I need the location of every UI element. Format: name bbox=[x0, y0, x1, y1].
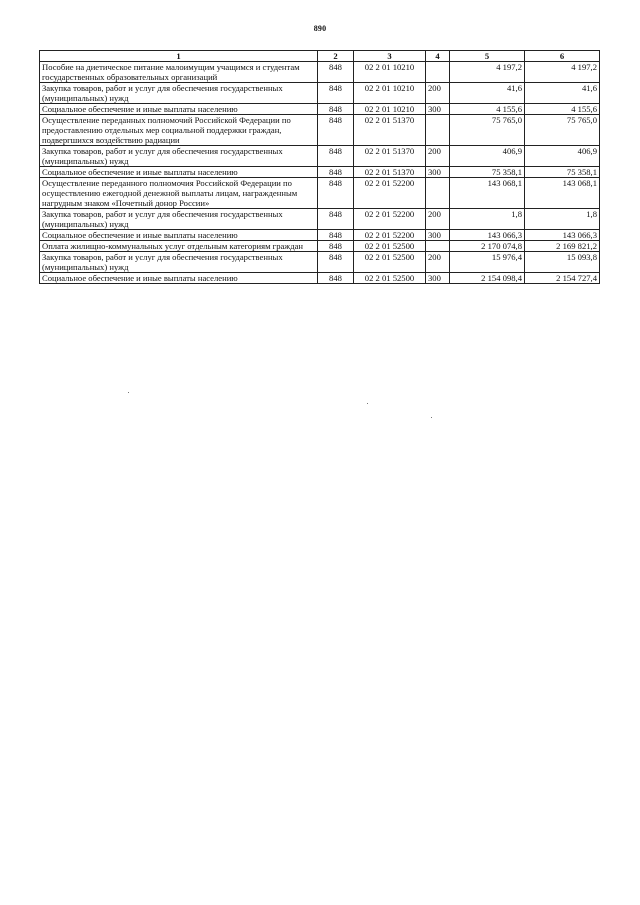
row-expense-type: 300 bbox=[426, 104, 450, 115]
row-amount-1: 4 197,2 bbox=[450, 62, 525, 83]
row-amount-1: 143 068,1 bbox=[450, 178, 525, 209]
row-amount-2: 75 765,0 bbox=[525, 115, 600, 146]
row-amount-1: 1,8 bbox=[450, 209, 525, 230]
table-row bbox=[40, 252, 600, 273]
budget-table bbox=[39, 50, 600, 284]
row-amount-1: 406,9 bbox=[450, 146, 525, 167]
row-amount-1: 2 170 074,8 bbox=[450, 241, 525, 252]
row-amount-1: 41,6 bbox=[450, 83, 525, 104]
row-department-code: 848 bbox=[318, 230, 354, 241]
table-row bbox=[40, 273, 600, 284]
row-name: Социальное обеспечение и иные выплаты населению bbox=[40, 230, 318, 241]
row-target-code: 02 2 01 52500 bbox=[354, 241, 426, 252]
row-department-code: 848 bbox=[318, 104, 354, 115]
row-target-code: 02 2 01 10210 bbox=[354, 62, 426, 83]
scan-speck bbox=[128, 392, 129, 393]
row-expense-type: 300 bbox=[426, 167, 450, 178]
row-amount-2: 2 154 727,4 bbox=[525, 273, 600, 284]
table-row bbox=[40, 230, 600, 241]
row-amount-2: 41,6 bbox=[525, 83, 600, 104]
row-amount-1: 143 066,3 bbox=[450, 230, 525, 241]
table-header-row bbox=[40, 51, 600, 62]
row-target-code: 02 2 01 51370 bbox=[354, 146, 426, 167]
row-amount-2: 406,9 bbox=[525, 146, 600, 167]
column-header: 5 bbox=[450, 51, 525, 62]
row-amount-2: 15 093,8 bbox=[525, 252, 600, 273]
table-row bbox=[40, 115, 600, 146]
row-department-code: 848 bbox=[318, 146, 354, 167]
table-row bbox=[40, 146, 600, 167]
row-name: Оплата жилищно-коммунальных услуг отдельным категориям граждан bbox=[40, 241, 318, 252]
row-target-code: 02 2 01 52200 bbox=[354, 178, 426, 209]
row-department-code: 848 bbox=[318, 241, 354, 252]
row-target-code: 02 2 01 51370 bbox=[354, 167, 426, 178]
row-name: Закупка товаров, работ и услуг для обеспечения государственных (муниципальных) нужд bbox=[40, 252, 318, 273]
row-amount-2: 143 066,3 bbox=[525, 230, 600, 241]
row-amount-2: 75 358,1 bbox=[525, 167, 600, 178]
row-target-code: 02 2 01 10210 bbox=[354, 83, 426, 104]
table-row bbox=[40, 241, 600, 252]
row-name: Социальное обеспечение и иные выплаты населению bbox=[40, 273, 318, 284]
table-row bbox=[40, 104, 600, 115]
row-amount-1: 75 765,0 bbox=[450, 115, 525, 146]
row-expense-type: 200 bbox=[426, 252, 450, 273]
row-name: Социальное обеспечение и иные выплаты населению bbox=[40, 104, 318, 115]
page-number: 890 bbox=[313, 24, 327, 33]
column-header: 6 bbox=[525, 51, 600, 62]
row-expense-type bbox=[426, 241, 450, 252]
row-name: Осуществление переданного полномочия Российской Федерации по осуществлению ежегодной денежной выплаты лицам, награжденным нагрудным знаком «Почетный донор России» bbox=[40, 178, 318, 209]
row-amount-2: 143 068,1 bbox=[525, 178, 600, 209]
scan-speck bbox=[431, 417, 432, 418]
row-amount-2: 1,8 bbox=[525, 209, 600, 230]
table-row bbox=[40, 62, 600, 83]
row-department-code: 848 bbox=[318, 178, 354, 209]
row-name: Закупка товаров, работ и услуг для обеспечения государственных (муниципальных) нужд bbox=[40, 146, 318, 167]
row-name: Закупка товаров, работ и услуг для обеспечения государственных (муниципальных) нужд bbox=[40, 209, 318, 230]
row-department-code: 848 bbox=[318, 273, 354, 284]
row-expense-type: 200 bbox=[426, 83, 450, 104]
row-amount-1: 75 358,1 bbox=[450, 167, 525, 178]
column-header: 3 bbox=[354, 51, 426, 62]
scan-speck bbox=[367, 403, 368, 404]
row-department-code: 848 bbox=[318, 115, 354, 146]
row-name: Осуществление переданных полномочий Российской Федерации по предоставлению отдельных мер социальной поддержки граждан, подвергшихся воздействию радиации bbox=[40, 115, 318, 146]
table-row bbox=[40, 167, 600, 178]
row-expense-type: 200 bbox=[426, 146, 450, 167]
row-department-code: 848 bbox=[318, 209, 354, 230]
row-amount-1: 2 154 098,4 bbox=[450, 273, 525, 284]
row-expense-type: 300 bbox=[426, 230, 450, 241]
table-row bbox=[40, 83, 600, 104]
column-header: 4 bbox=[426, 51, 450, 62]
row-name: Социальное обеспечение и иные выплаты населению bbox=[40, 167, 318, 178]
table-row bbox=[40, 178, 600, 209]
row-department-code: 848 bbox=[318, 83, 354, 104]
row-expense-type bbox=[426, 62, 450, 83]
row-target-code: 02 2 01 51370 bbox=[354, 115, 426, 146]
column-header: 2 bbox=[318, 51, 354, 62]
row-amount-2: 2 169 821,2 bbox=[525, 241, 600, 252]
row-expense-type: 300 bbox=[426, 273, 450, 284]
row-amount-1: 15 976,4 bbox=[450, 252, 525, 273]
column-header: 1 bbox=[40, 51, 318, 62]
row-department-code: 848 bbox=[318, 252, 354, 273]
table-row bbox=[40, 209, 600, 230]
row-target-code: 02 2 01 52200 bbox=[354, 209, 426, 230]
row-name: Закупка товаров, работ и услуг для обеспечения государственных (муниципальных) нужд bbox=[40, 83, 318, 104]
row-expense-type bbox=[426, 115, 450, 146]
row-target-code: 02 2 01 10210 bbox=[354, 104, 426, 115]
row-expense-type bbox=[426, 178, 450, 209]
row-expense-type: 200 bbox=[426, 209, 450, 230]
row-name: Пособие на диетическое питание малоимущим учащимся и студентам государственных образовательных организаций bbox=[40, 62, 318, 83]
row-department-code: 848 bbox=[318, 167, 354, 178]
row-target-code: 02 2 01 52500 bbox=[354, 273, 426, 284]
row-amount-1: 4 155,6 bbox=[450, 104, 525, 115]
row-amount-2: 4 155,6 bbox=[525, 104, 600, 115]
row-department-code: 848 bbox=[318, 62, 354, 83]
row-target-code: 02 2 01 52500 bbox=[354, 252, 426, 273]
row-amount-2: 4 197,2 bbox=[525, 62, 600, 83]
row-target-code: 02 2 01 52200 bbox=[354, 230, 426, 241]
